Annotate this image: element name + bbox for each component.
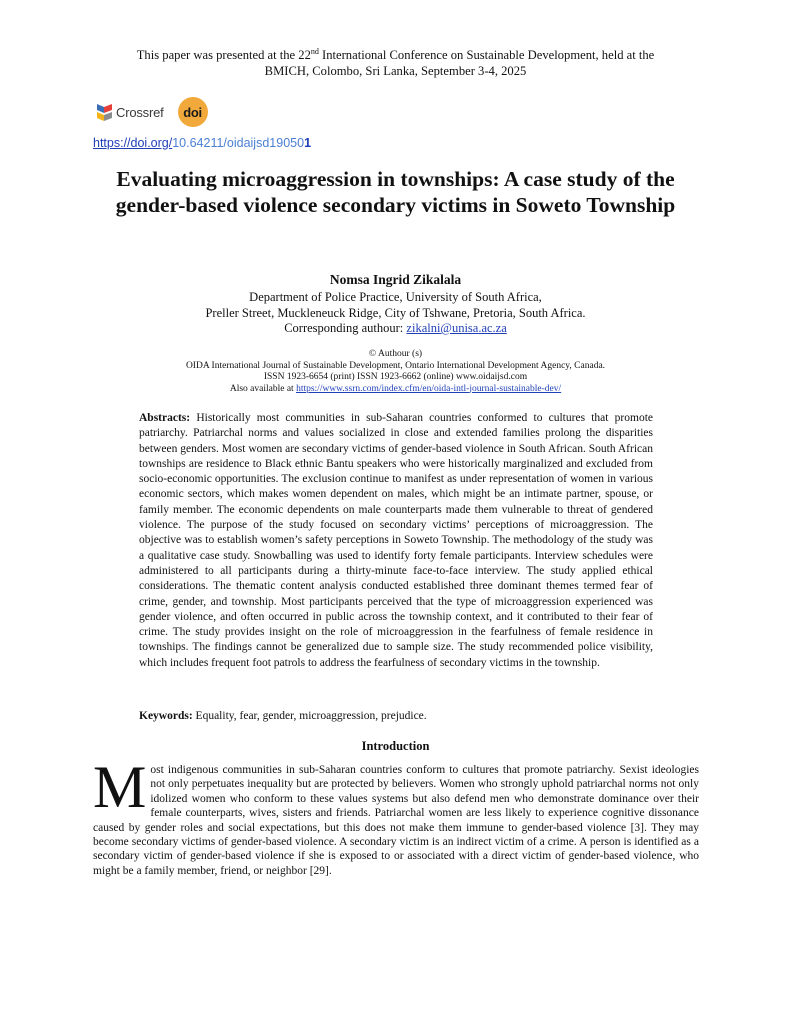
affiliation-line2: Preller Street, Muckleneuck Ridge, City of Tshwane, Pretoria, South Africa. bbox=[205, 305, 586, 320]
introduction-text: ost indigenous communities in sub-Saharan countries conform to cultures that promote patriarchy. Sexist ideologies not only perpetuates inequality but are protected by believers. Women who strongly uphold patriarchal norms not only idolized women who conform to these values systems but also defend men who demonstrate dominance over their female counterparts, wives, sisters and friends. Patriarchal women are less likely to experience cognitive dissonance caused by gender roles and social expectations, but this does not make them immune to gender-based violence [3]. They may become secondary victims of gender-based violence. A secondary victim is an indirect victim of a crime. A person is identified as a secondary victim of gender-based violence if she is exposed to or associated with a direct victim of gender-based violence, who might be a family member, friend, or neighbor [29]. bbox=[93, 764, 699, 877]
crossref-logo[interactable] bbox=[96, 102, 164, 122]
affiliation-line1: Department of Police Practice, University of South Africa, bbox=[249, 290, 542, 304]
keywords bbox=[139, 710, 653, 722]
drop-cap: M bbox=[93, 754, 147, 820]
abstract-label: Abstracts: bbox=[139, 412, 191, 424]
crossref-logo-icon bbox=[96, 102, 114, 122]
conference-line1-sup: nd bbox=[310, 47, 319, 56]
section-heading-introduction: Introduction bbox=[361, 739, 430, 753]
copyright-line2: OIDA International Journal of Sustainable Development, Ontario International Development Agency, Canada. bbox=[185, 360, 606, 371]
doi-link-prefix[interactable]: https://doi.org/ bbox=[93, 136, 173, 150]
keywords-label: Keywords: bbox=[139, 710, 193, 722]
doi-link-suffix[interactable]: 1 bbox=[304, 136, 312, 150]
paper-title: Evaluating microaggression in townships: A case study of the gender-based violence secondary victims in Soweto Township bbox=[115, 167, 676, 217]
corresponding-author bbox=[100, 321, 691, 337]
conference-line1-pre: This paper was presented at the 22 bbox=[136, 48, 311, 62]
also-available-label: Also available at bbox=[229, 383, 297, 394]
copyright-line3: ISSN 1923-6654 (print) ISSN 1923-6662 (online) www.oidaijsd.com bbox=[263, 372, 528, 382]
conference-note bbox=[90, 47, 701, 79]
author-email-link[interactable]: zikalni@unisa.ac.za bbox=[406, 321, 507, 335]
introduction-paragraph bbox=[93, 754, 699, 878]
copyright-line1: © Authour (s) bbox=[368, 349, 423, 359]
abstract-text: Historically most communities in sub-Saharan countries conformed to cultures that promote patriarchy. Patriarchal norms and values socialized in close and extended families prolong the disparities between genders. Most women are secondary victims of gender-based violence in South African. South African townships are residence to Black ethnic Bantu speakers who were historically marginalized and excluded from socio-economic opportunities. The exclusion continue to manifest as under representation of women in various economic sectors, which makes women dependent on males, which might be an intimate partner, spouse, or family member. The economic dependents on male counterparts made them vulnerable to threat of gendered violence. The purpose of the study focused on secondary victims’ perceptions of microaggression. The objective was to establish women’s safety perceptions in Soweto Township. The methodology of the study was a qualitative case study. Snowballing was used to identify forty female participants. Interview schedules were administered to all participants during a thirty-minute face-to-face interview. The study applied ethical considerations. The thematic content analysis conducted established three dominant themes termed fear of crime, gender, and township. Most participants perceived that the type of microaggression experienced was gender violence, and often occurred in public across the township context, and it contributed to their fear of crime. The study provides insight on the role of microaggression in the fearfulness of female residence in townships. The findings cannot be generalized due to sample size. The study recommended police visibility, which includes frequent foot patrols to address the fearfulness of secondary victims in the township. bbox=[139, 412, 653, 669]
conference-line2: BMICH, Colombo, Sri Lanka, September 3-4, 2025 bbox=[264, 64, 527, 78]
conference-line1-post: International Conference on Sustainable Development, held at the bbox=[318, 48, 655, 62]
doi-wordmark: doi bbox=[183, 104, 202, 120]
copyright-line4 bbox=[60, 384, 731, 396]
doi-logo-icon[interactable] bbox=[178, 97, 208, 127]
ssrn-link[interactable]: https://www.ssrn.com/index.cfm/en/oida-intl-journal-sustainable-dev/ bbox=[296, 383, 562, 394]
author-affiliation bbox=[100, 290, 691, 337]
logo-bar bbox=[96, 97, 208, 127]
crossref-wordmark: Crossref bbox=[116, 104, 164, 120]
copyright-block bbox=[60, 349, 731, 395]
corresponding-label: Corresponding authour: bbox=[284, 321, 407, 335]
author-name: Nomsa Ingrid Zikalala bbox=[329, 272, 462, 287]
doi-link[interactable] bbox=[93, 136, 311, 150]
abstract bbox=[139, 411, 653, 671]
keywords-text: Equality, fear, gender, microaggression, prejudice. bbox=[195, 710, 427, 722]
doi-link-id[interactable]: 10.64211/oidaijsd19050 bbox=[172, 136, 305, 150]
